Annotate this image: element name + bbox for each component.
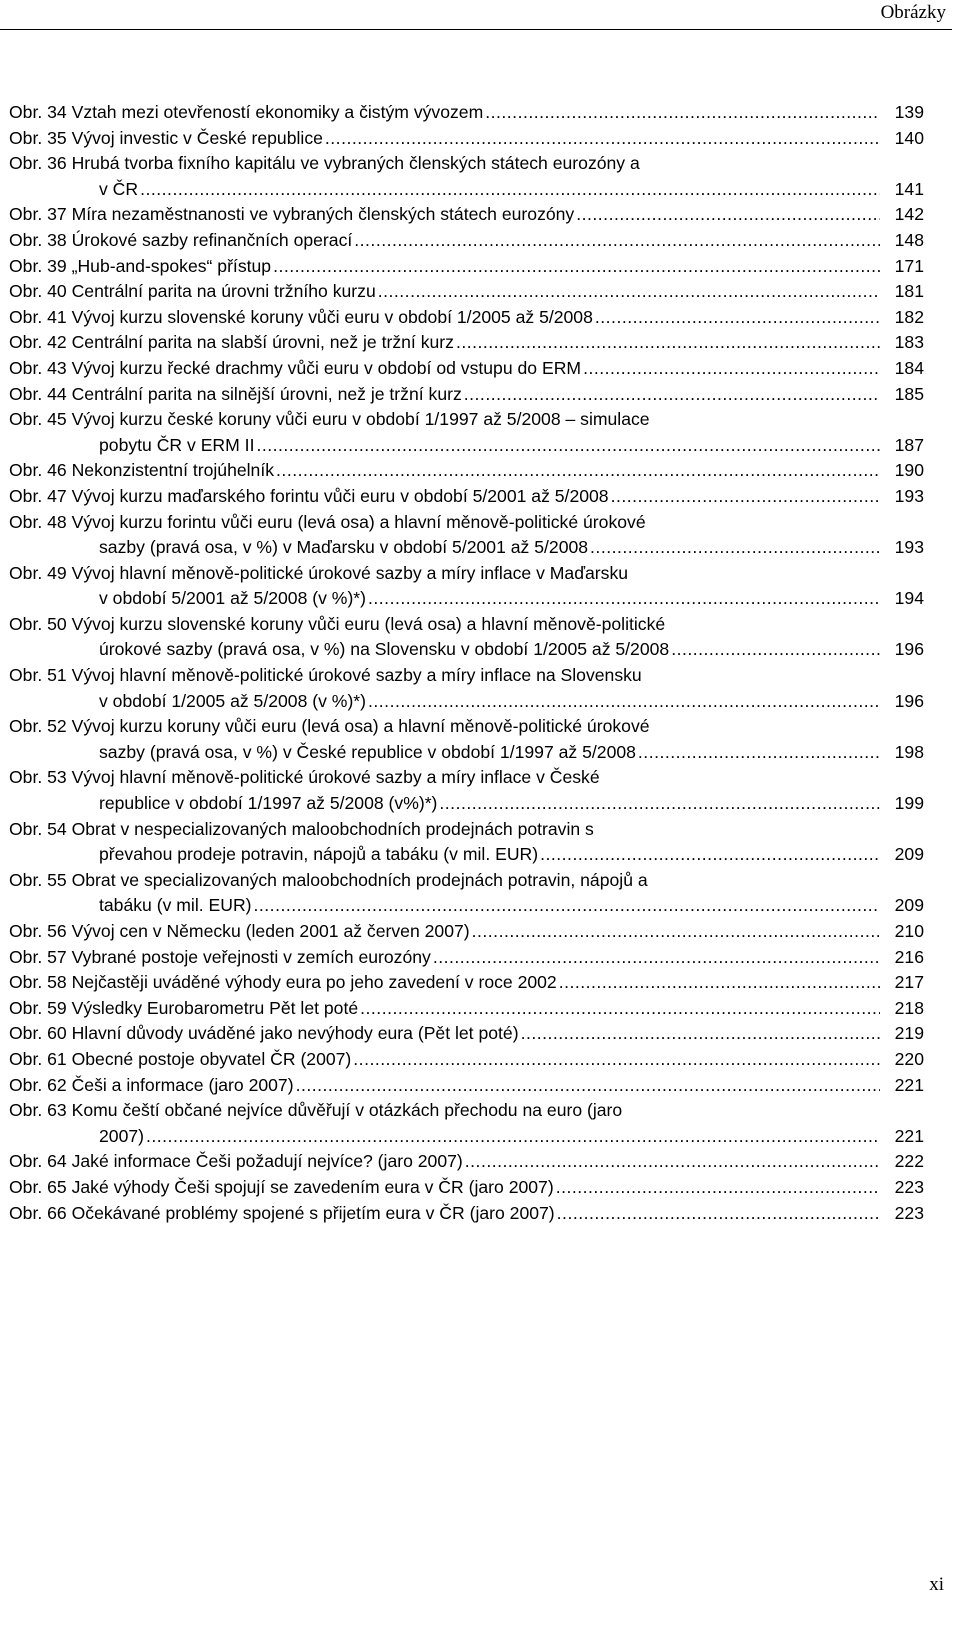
toc-entry-title-continued: sazby (pravá osa, v %) v České republice v období 1/1997 až 5/2008 [99, 741, 636, 762]
toc-entry[interactable] [9, 228, 924, 254]
toc-entry-title: Obr. 38 Úrokové sazby refinančních operací [9, 229, 353, 250]
toc-entry-title: Obr. 43 Vývoj kurzu řecké drachmy vůči euru v období od vstupu do ERM [9, 357, 582, 378]
toc-entry[interactable] [9, 996, 924, 1022]
toc-entry-title: Obr. 36 Hrubá tvorba fixního kapitálu ve vybraných členských státech eurozóny a [9, 153, 640, 174]
dot-leader [456, 330, 880, 356]
toc-entry[interactable] [9, 126, 924, 152]
toc-entry[interactable] [9, 202, 924, 228]
toc-entry-title: Obr. 50 Vývoj kurzu slovenské koruny vůči euru (levá osa) a hlavní měnově-politické [9, 613, 666, 634]
toc-entry-title-continued: tabáku (v mil. EUR) [99, 895, 252, 916]
toc-entry[interactable] [9, 100, 924, 126]
toc-entry-title: Obr. 49 Vývoj hlavní měnově-politické úrokové sazby a míry inflace v Maďarsku [9, 562, 629, 583]
dot-leader [256, 433, 880, 459]
toc-entry-page-number: 194 [894, 588, 924, 609]
toc-entry-page-number: 199 [894, 793, 924, 814]
dot-leader [611, 484, 880, 510]
toc-entry[interactable] [9, 1175, 924, 1201]
header-title: Obrázky [880, 2, 946, 23]
dot-leader [485, 100, 880, 126]
toc-entry-page-number: 218 [894, 997, 924, 1018]
toc-entry[interactable] [9, 1021, 924, 1047]
toc-entry-title: Obr. 35 Vývoj investic v České republice [9, 127, 323, 148]
dot-leader [378, 279, 880, 305]
dot-leader [559, 970, 880, 996]
toc-entry-title: Obr. 37 Míra nezaměstnanosti ve vybraných členských státech eurozóny [9, 204, 575, 225]
toc-entry-page-number: 222 [894, 1151, 924, 1172]
toc-entry-title: Obr. 58 Nejčastěji uváděné výhody eura po jeho zavedení v roce 2002 [9, 972, 557, 993]
toc-entry[interactable] [9, 305, 924, 331]
toc-entry[interactable] [9, 356, 924, 382]
toc-entry-title: Obr. 53 Vývoj hlavní měnově-politické úrokové sazby a míry inflace v České [9, 767, 600, 788]
toc-entry-title: Obr. 63 Komu čeští občané nejvíce důvěřují v otázkách přechodu na euro (jaro [9, 1100, 623, 1121]
dot-leader [146, 1124, 880, 1150]
toc-entry-page-number: 198 [894, 741, 924, 762]
dot-leader [595, 305, 880, 331]
dot-leader [368, 689, 880, 715]
toc-entry[interactable] [9, 407, 924, 458]
toc-entry[interactable] [9, 151, 924, 202]
toc-entry-page-number: 223 [894, 1202, 924, 1223]
dot-leader [325, 126, 880, 152]
toc-entry-page-number: 221 [894, 1074, 924, 1095]
toc-entry-page-number: 216 [894, 946, 924, 967]
dot-leader [583, 356, 880, 382]
dot-leader [360, 996, 880, 1022]
dot-leader [638, 740, 880, 766]
toc-entry-title: Obr. 41 Vývoj kurzu slovenské koruny vůči euru v období 1/2005 až 5/2008 [9, 306, 593, 327]
dot-leader [540, 842, 880, 868]
toc-entry[interactable] [9, 663, 924, 714]
toc-entry[interactable] [9, 458, 924, 484]
page-number: xi [929, 1574, 944, 1595]
toc-entry[interactable] [9, 1098, 924, 1149]
toc-entry-title: Obr. 39 „Hub-and-spokes“ přístup [9, 255, 272, 276]
toc-entry[interactable] [9, 970, 924, 996]
toc-entry-title: Obr. 61 Obecné postoje obyvatel ČR (2007) [9, 1048, 352, 1069]
toc-entry[interactable] [9, 510, 924, 561]
toc-entry-title-continued: 2007) [99, 1125, 144, 1146]
toc-entry[interactable] [9, 945, 924, 971]
toc-entry[interactable] [9, 1149, 924, 1175]
toc-entry-title: Obr. 46 Nekonzistentní trojúhelník [9, 460, 275, 481]
toc-entry-title-continued: v ČR [99, 178, 139, 199]
toc-entry-title: Obr. 34 Vztah mezi otevřeností ekonomiky a čistým vývozem [9, 102, 484, 122]
toc-entry[interactable] [9, 382, 924, 408]
list-of-figures [9, 100, 924, 1226]
toc-entry-title: Obr. 47 Vývoj kurzu maďarského forintu vůči euru v období 5/2001 až 5/2008 [9, 485, 609, 506]
dot-leader [557, 1201, 880, 1227]
toc-entry-title: Obr. 56 Vývoj cen v Německu (leden 2001 až červen 2007) [9, 921, 470, 941]
toc-entry-title-continued: úrokové sazby (pravá osa, v %) na Slovensku v období 1/2005 až 5/2008 [99, 639, 670, 660]
toc-entry-title: Obr. 48 Vývoj kurzu forintu vůči euru (levá osa) a hlavní měnově-politické úrokové [9, 511, 646, 532]
toc-entry[interactable] [9, 1047, 924, 1073]
page-header [0, 0, 960, 52]
toc-entry[interactable] [9, 1073, 924, 1099]
toc-entry[interactable] [9, 868, 924, 919]
dot-leader [464, 382, 880, 408]
dot-leader [439, 791, 880, 817]
toc-entry-page-number: 221 [894, 1125, 924, 1146]
toc-entry[interactable] [9, 561, 924, 612]
toc-entry-page-number: 219 [894, 1023, 924, 1044]
dot-leader [472, 919, 880, 945]
dot-leader [433, 945, 880, 971]
toc-entry-page-number: 193 [894, 485, 924, 506]
toc-entry[interactable] [9, 714, 924, 765]
dot-leader [465, 1149, 880, 1175]
toc-entry[interactable] [9, 1201, 924, 1227]
dot-leader [590, 535, 880, 561]
toc-entry-title-continued: republice v období 1/1997 až 5/2008 (v%)*) [99, 793, 438, 814]
toc-entry-title: Obr. 40 Centrální parita na úrovni tržního kurzu [9, 281, 376, 302]
toc-entry-title: Obr. 51 Vývoj hlavní měnově-politické úrokové sazby a míry inflace na Slovensku [9, 665, 642, 686]
dot-leader [354, 228, 880, 254]
toc-entry[interactable] [9, 817, 924, 868]
toc-entry-page-number: 148 [894, 229, 924, 250]
toc-entry-title: Obr. 66 Očekávané problémy spojené s přijetím eura v ČR (jaro 2007) [9, 1202, 555, 1223]
toc-entry-page-number: 139 [894, 102, 924, 122]
dot-leader [140, 177, 880, 203]
toc-entry[interactable] [9, 484, 924, 510]
toc-entry-page-number: 140 [894, 127, 924, 148]
toc-entry-page-number: 209 [894, 895, 924, 916]
toc-entry-page-number: 209 [894, 844, 924, 865]
dot-leader [556, 1175, 880, 1201]
toc-entry-page-number: 185 [894, 383, 924, 404]
toc-entry-page-number: 196 [894, 639, 924, 660]
toc-entry-page-number: 223 [894, 1176, 924, 1197]
dot-leader [671, 637, 880, 663]
toc-entry-page-number: 190 [894, 460, 924, 481]
dot-leader [273, 254, 880, 280]
toc-entry-title: Obr. 57 Vybrané postoje veřejnosti v zemích eurozóny [9, 946, 431, 967]
toc-entry[interactable] [9, 765, 924, 816]
toc-entry-title-continued: sazby (pravá osa, v %) v Maďarsku v období 5/2001 až 5/2008 [99, 537, 589, 558]
header-rule [0, 29, 952, 30]
toc-entry[interactable] [9, 279, 924, 305]
toc-entry-title: Obr. 45 Vývoj kurzu české koruny vůči euru v období 1/1997 až 5/2008 – simulace [9, 409, 650, 430]
toc-entry-page-number: 183 [894, 332, 924, 353]
toc-entry[interactable] [9, 330, 924, 356]
toc-entry-title: Obr. 59 Výsledky Eurobarometru Pět let poté [9, 997, 359, 1018]
toc-entry-page-number: 181 [894, 281, 924, 302]
dot-leader [576, 202, 880, 228]
toc-entry-title-continued: v období 5/2001 až 5/2008 (v %)*) [99, 588, 367, 609]
toc-entry-title: Obr. 54 Obrat v nespecializovaných maloobchodních prodejnách potravin s [9, 818, 594, 839]
toc-entry-title: Obr. 55 Obrat ve specializovaných maloobchodních prodejnách potravin, nápojů a [9, 869, 648, 890]
toc-entry-page-number: 142 [894, 204, 924, 225]
toc-entry-page-number: 196 [894, 690, 924, 711]
dot-leader [276, 458, 880, 484]
toc-entry-page-number: 187 [894, 434, 924, 455]
toc-entry[interactable] [9, 612, 924, 663]
toc-entry-title: Obr. 52 Vývoj kurzu koruny vůči euru (levá osa) a hlavní měnově-politické úrokové [9, 716, 650, 737]
toc-entry-page-number: 184 [894, 357, 924, 378]
toc-entry-title: Obr. 62 Češi a informace (jaro 2007) [9, 1074, 294, 1095]
toc-entry-title: Obr. 44 Centrální parita na silnější úrovni, než je tržní kurz [9, 383, 462, 404]
toc-entry-page-number: 220 [894, 1048, 924, 1069]
dot-leader [353, 1047, 880, 1073]
toc-entry-page-number: 182 [894, 306, 924, 327]
toc-entry-title: Obr. 60 Hlavní důvody uváděné jako nevýhody eura (Pět let poté) [9, 1023, 519, 1044]
toc-entry[interactable] [9, 254, 924, 280]
dot-leader [254, 893, 880, 919]
toc-entry-page-number: 141 [894, 178, 924, 199]
toc-entry-page-number: 217 [894, 972, 924, 993]
toc-entry-page-number: 171 [894, 255, 924, 276]
toc-entry-title-continued: v období 1/2005 až 5/2008 (v %)*) [99, 690, 367, 711]
dot-leader [368, 586, 880, 612]
toc-entry-title: Obr. 64 Jaké informace Češi požadují nejvíce? (jaro 2007) [9, 1151, 463, 1172]
toc-entry[interactable] [9, 919, 924, 945]
toc-entry-page-number: 210 [894, 921, 924, 941]
dot-leader [296, 1073, 880, 1099]
toc-entry-title-continued: převahou prodeje potravin, nápojů a tabáku (v mil. EUR) [99, 844, 539, 865]
toc-entry-title-continued: pobytu ČR v ERM II [99, 434, 255, 455]
toc-entry-title: Obr. 42 Centrální parita na slabší úrovni, než je tržní kurz [9, 332, 454, 353]
dot-leader [521, 1021, 880, 1047]
toc-entry-page-number: 193 [894, 537, 924, 558]
toc-entry-title: Obr. 65 Jaké výhody Češi spojují se zavedením eura v ČR (jaro 2007) [9, 1176, 554, 1197]
